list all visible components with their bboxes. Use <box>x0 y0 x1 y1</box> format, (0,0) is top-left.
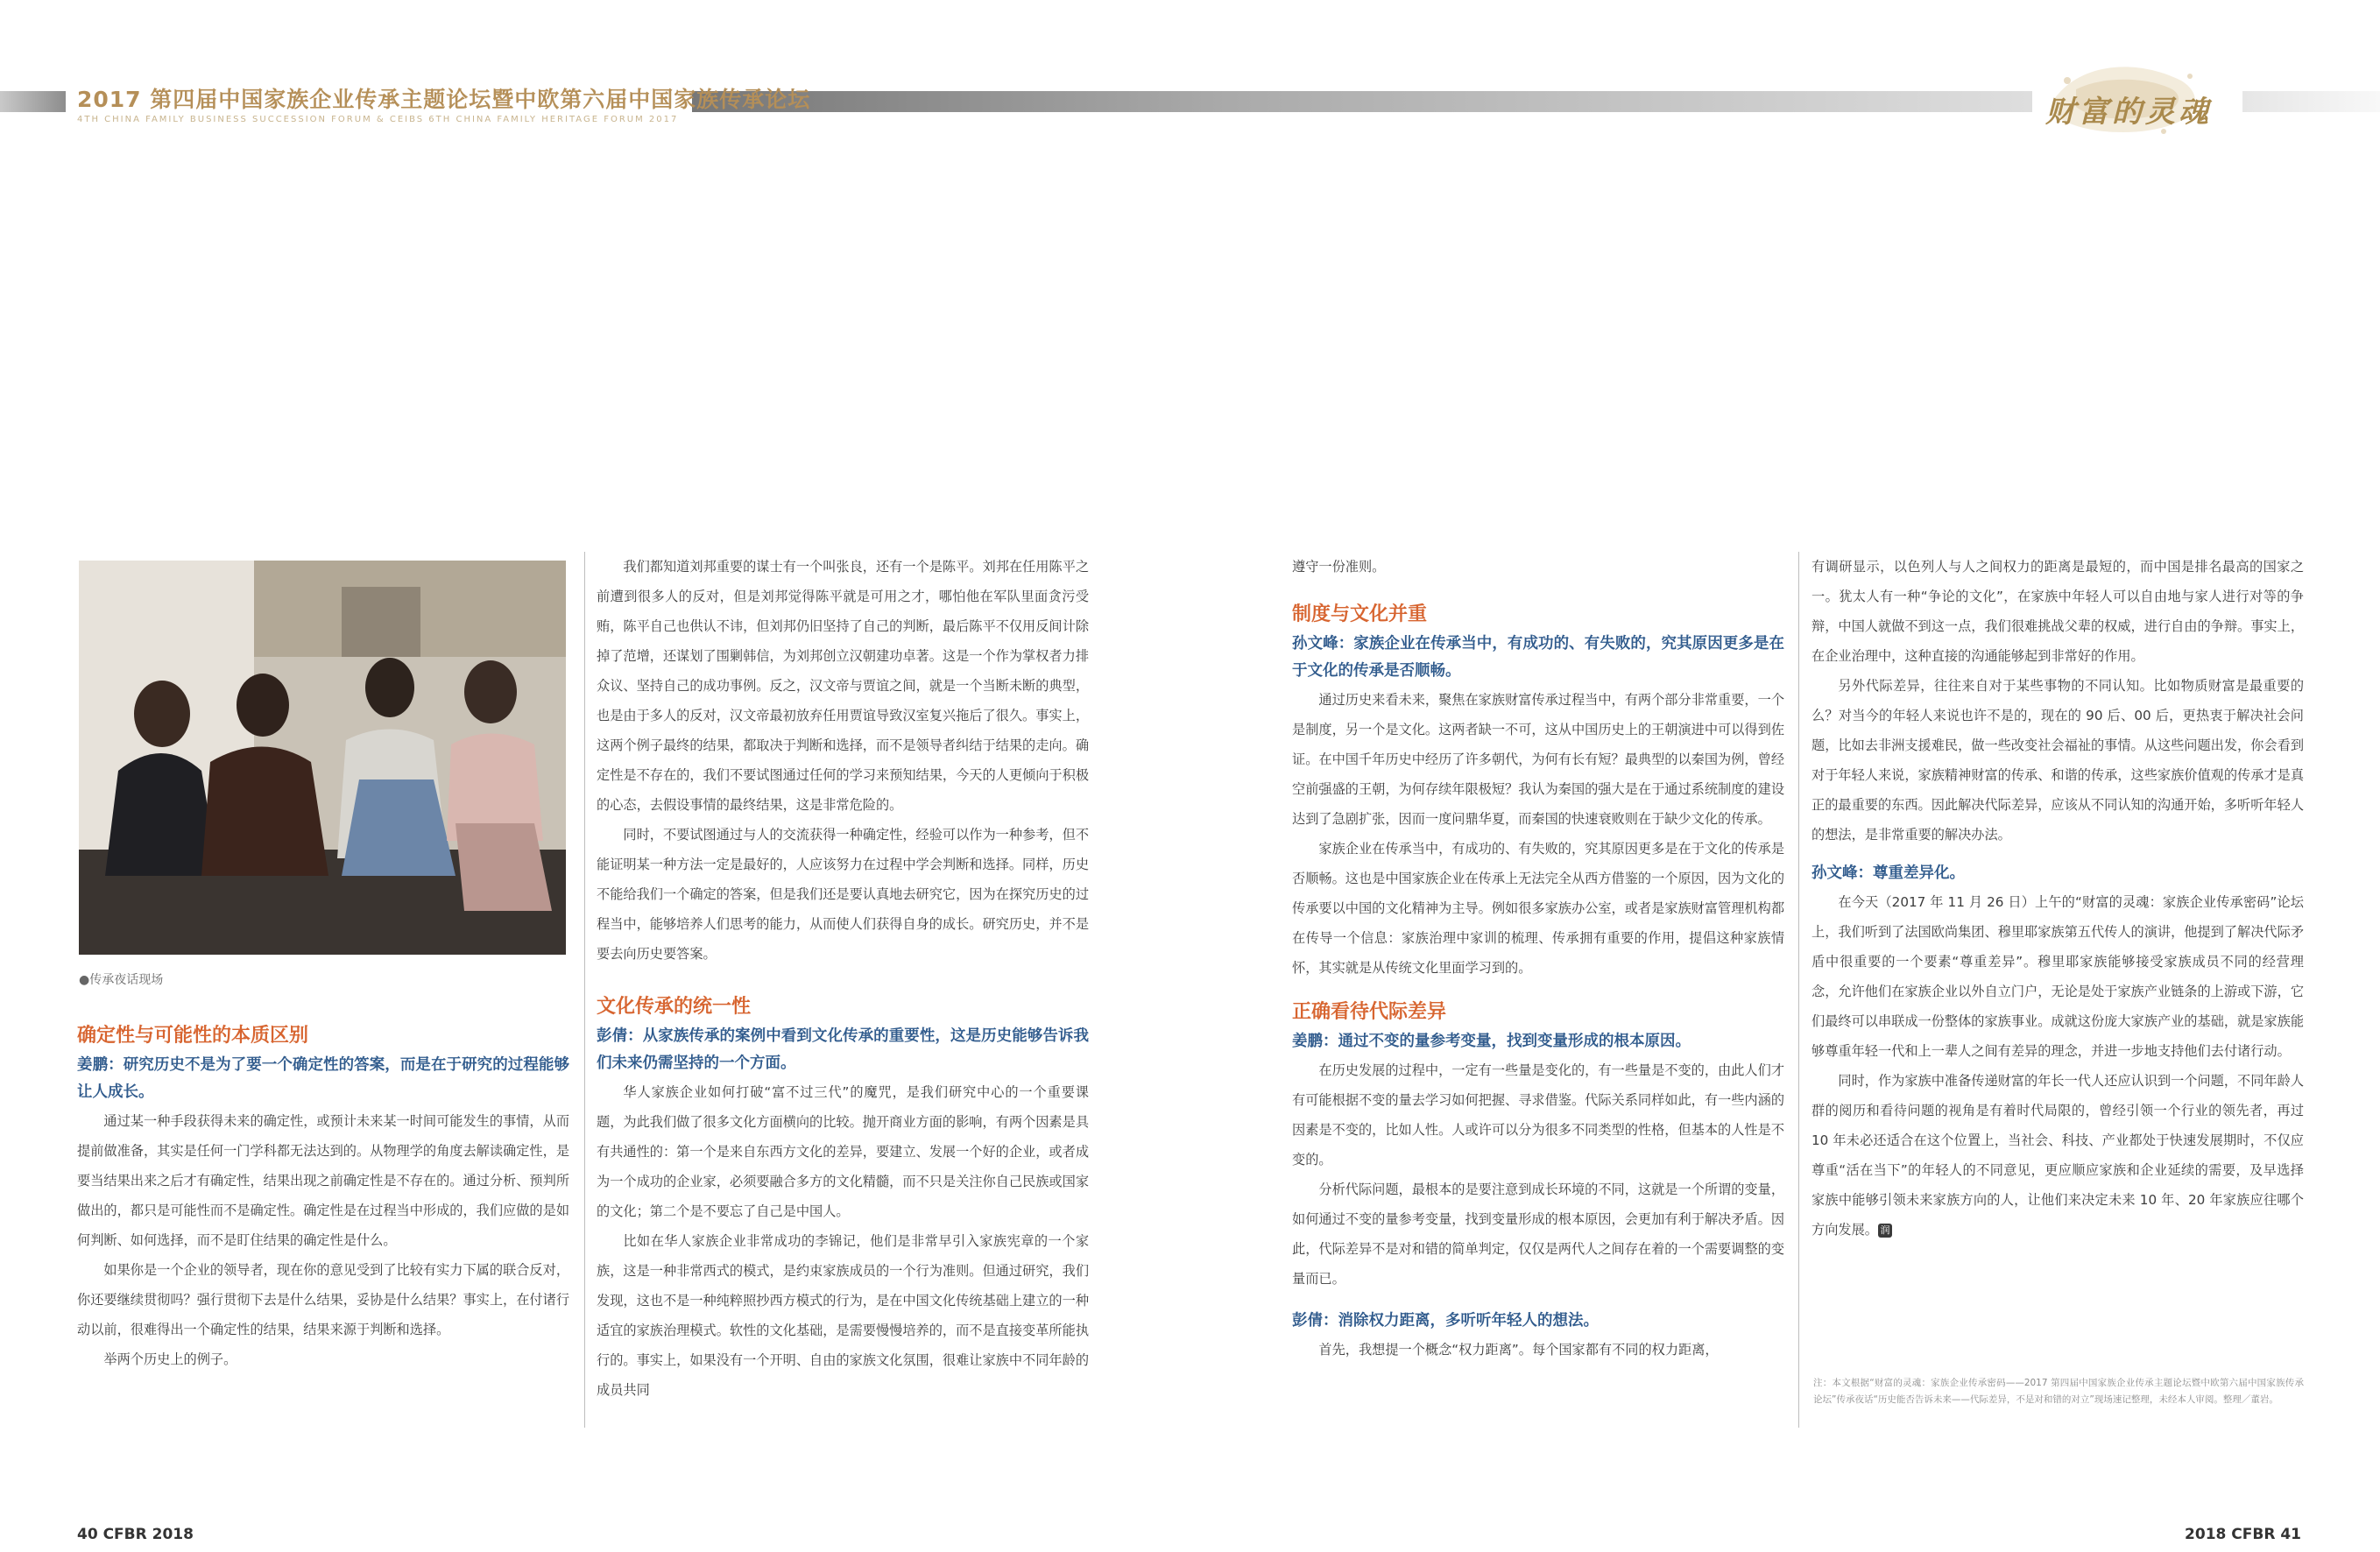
page-number-right: 2018 CFBR 41 <box>2185 1526 2301 1543</box>
forum-photo <box>79 561 566 955</box>
forum-title: 2017 第四届中国家族企业传承主题论坛暨中欧第六届中国家族传承论坛 <box>77 87 811 112</box>
paragraph: 举两个历史上的例子。 <box>103 1351 237 1367</box>
section-heading: 制度与文化并重 <box>1292 603 1428 625</box>
logo-text: 财富的灵魂 <box>2045 95 2212 130</box>
column-3 <box>1292 552 1784 1365</box>
paragraph: 我们都知道刘邦重要的谋士有一个叫张良，还有一个是陈平。刘邦在任用陈平之前遭到很多人的反对，但是刘邦觉得陈平就是可用之才，哪怕他在军队里面贪污受贿，陈平自己也供认不讳，但刘邦仍旧坚持了自己的判断，最后陈平不仅用反间计除掉了范增，还谋划了围剿韩信，为刘邦创立汉朝建功卓著。这是一个作为掌权者力排众议、坚持自己的成功事例。反之，汉文帝与贾谊之间，就是一个当断未断的典型，也是由于多人的反对，汉文帝最初放弃任用贾谊导致汉室复兴拖后了很久。事实上，这两个例子最终的结果，都取决于判断和选择，而不是领导者纠结于结果的走向。确定性是不存在的，我们不要试图通过任何的学习来预知结果，今天的人更倾向于积极的心态，去假设事情的最终结果，这是非常危险的。 <box>597 559 1089 813</box>
paragraph: 家族企业在传承当中，有成功的、有失败的，究其原因更多是在于文化的传承是否顺畅。这也是中国家族企业在传承上无法完全从西方借鉴的一个原因，因为文化的传承要以中国的文化精神为主导。例如很多家族办公室，或者是家族财富管理机构都在传导一个信息：家族治理中家训的梳理、传承拥有重要的作用，提倡这种家族情怀，其实就是从传统文化里面学习到的。 <box>1292 841 1784 976</box>
paragraph: 在今天（2017 年 11 月 26 日）上午的“财富的灵魂：家族企业传承密码”论坛上，我们听到了法国欧尚集团、穆里耶家族第五代传人的演讲，他提到了解决代际矛盾中很重要的一个要素“尊重差异”。穆里耶家族能够接受家族成员不同的经营理念，允许他们在家族企业以外自立门户，无论是处于家族产业链条的上游或下游，它们最终可以串联成一份整体的家族事业。成就这份庞大家族产业的基础，就是家族能够尊重年轻一代和上一辈人之间有差异的理念，并进一步地支持他们去付诸行动。 <box>1811 894 2304 1059</box>
section-lead: 彭倩：消除权力距离，多听听年轻人的想法。 <box>1292 1312 1599 1330</box>
paragraph: 比如在华人家族企业非常成功的李锦记，他们是非常早引入家族宪章的一个家族，这是一种非常西式的模式，是约束家族成员的一个行为准则。但通过研究，我们发现，这也不是一种纯粹照抄西方模式的行为，是在中国文化传统基础上建立的一种适宜的家族治理模式。软性的文化基础，是需要慢慢培养的，而不是直接变革所能执行的。事实上，如果没有一个开明、自由的家族文化氛围，很难让家族中不同年龄的成员共同 <box>597 1233 1089 1398</box>
paragraph: 通过历史来看未来，聚焦在家族财富传承过程当中，有两个部分非常重要，一个是制度，另一个是文化。这两者缺一不可，这从中国历史上的王朝演进中可以得到佐证。在中国千年历史中经历了许多朝代，为何有长有短？最典型的以秦国为例，曾经空前强盛的王朝，为何存续年限极短？我认为秦国的强大是在于通过系统制度的建设达到了急剧扩张，因而一度问鼎华夏，而秦国的快速衰败则在于缺少文化的传承。 <box>1292 692 1784 827</box>
paragraph: 通过某一种手段获得未来的确定性，或预计未来某一时间可能发生的事情，从而提前做准备，其实是任何一门学科都无法达到的。从物理学的角度去解读确定性，是要当结果出来之后才有确定性，结果出现之前确定性是不存在的。通过分析、预判所做出的，都只是可能性而不是确定性。确定性是在过程当中形成的，我们应做的是如何判断、如何选择，而不是盯住结果的确定性是什么。 <box>77 1113 569 1248</box>
header-bar-left <box>0 91 66 112</box>
end-mark-icon: 润 <box>1878 1224 1892 1238</box>
section-heading: 确定性与可能性的本质区别 <box>77 1025 309 1047</box>
section-lead: 孙文峰：尊重差异化。 <box>1811 864 1965 882</box>
paragraph: 同时，不要试图通过与人的交流获得一种确定性，经验可以作为一种参考，但不能证明某一种方法一定是最好的，人应该努力在过程中学会判断和选择。同样，历史不能给我们一个确定的答案，但是我们还是要认真地去研究它，因为在探究历史的过程当中，能够培养人们思考的能力，从而使人们获得自身的成长。研究历史，并不是要去向历史要答案。 <box>597 827 1089 962</box>
section-lead: 姜鹏：通过不变的量参考变量，找到变量形成的根本原因。 <box>1292 1033 1691 1050</box>
section-lead: 彭倩：从家族传承的案例中看到文化传承的重要性，这是历史能够告诉我们未来仍需坚持的一个方面。 <box>597 1027 1089 1072</box>
paragraph: 首先，我想提一个概念“权力距离”。每个国家都有不同的权力距离， <box>1318 1342 1719 1358</box>
paragraph: 分析代际问题，最根本的是要注意到成长环境的不同，这就是一个所谓的变量，如何通过不变的量参考变量，找到变量形成的根本原因，会更加有利于解决矛盾。因此，代际差异不是对和错的简单判定，仅仅是两代人之间存在着的一个需要调整的变量而已。 <box>1292 1182 1784 1287</box>
paragraph: 在历史发展的过程中，一定有一些量是变化的，有一些量是不变的，由此人们才有可能根据不变的量去学习如何把握、寻求借鉴。代际关系同样如此，有一些内涵的因素是不变的，比如人性。人或许可以分为很多不同类型的性格，但基本的人性是不变的。 <box>1292 1062 1784 1168</box>
paragraph-text: 同时，作为家族中准备传递财富的年长一代人还应认识到一个问题，不同年龄人群的阅历和看待问题的视角是有着时代局限的，曾经引领一个行业的领先者，再过 10 年未必还适合在这个位置上，当社会、科技、产业都处于快速发展期时，不仅应尊重“活在当下”的年轻人的不同意见，更应顺应家族和企业延续的需要，及早选择家族中能够引领未来家族方向的人，让他们来决定未来 10 年、20 年家族应往哪个方向发展。 <box>1811 1073 2304 1238</box>
paragraph: 有调研显示，以色列人与人之间权力的距离是最短的，而中国是排名最高的国家之一。犹太人有一种“争论的文化”，在家族中年轻人可以自由地与家人进行对等的争辩，中国人就做不到这一点，我们很难挑战父辈的权威，进行自由的争辩。事实上，在企业治理中，这种直接的沟通能够起到非常好的作用。 <box>1811 559 2304 664</box>
column-1 <box>77 1020 569 1374</box>
paragraph: 另外代际差异，往往来自对于某些事物的不同认知。比如物质财富是最重要的么？对当今的年轻人来说也许不是的，现在的 90 后、00 后，更热衷于解决社会问题，比如去非洲支援难民，做一些改变社会福祉的事情。从这些问题出发，你会看到对于年轻人来说，家族精神财富的传承、和谐的传承，这些家族价值观的传承才是真正的最重要的东西。因此解决代际差异，应该从不同认知的沟通开始，多听听年轻人的想法，是非常重要的解决办法。 <box>1811 678 2304 843</box>
source-note: 注：本文根据“财富的灵魂：家族企业传承密码——2017 第四届中国家族企业传承主题论坛暨中欧第六届中国家族传承论坛”传承夜话“历史能否告诉未来——代际差异，不是对和错的对立”现场速记整理，未经本人审阅。整理／董岩。 <box>1813 1378 2304 1405</box>
section-heading: 正确看待代际差异 <box>1292 1001 1447 1023</box>
paragraph: 遵守一份准则。 <box>1292 559 1386 575</box>
forum-subtitle: 4TH CHINA FAMILY BUSINESS SUCCESSION FORUM & CEIBS 6TH CHINA FAMILY HERITAGE FORUM 2017 <box>77 115 679 124</box>
section-lead: 姜鹏：研究历史不是为了要一个确定性的答案，而是在于研究的过程能够让人成长。 <box>77 1056 569 1101</box>
photo-caption: ●传承夜话现场 <box>79 973 164 987</box>
section-heading: 文化传承的统一性 <box>597 996 752 1018</box>
paragraph <box>1811 1066 2304 1245</box>
column-4 <box>1811 552 2304 1245</box>
paragraph: 华人家族企业如何打破“富不过三代”的魔咒，是我们研究中心的一个重要课题，为此我们做了很多文化方面横向的比较。抛开商业方面的影响，有两个因素是具有共通性的：第一个是来自东西方文化的差异，要建立、发展一个好的企业，或者成为一个成功的企业家，必须要融合多方的文化精髓，而不只是关注你自己民族或国家的文化；第二个是不要忘了自己是中国人。 <box>597 1084 1089 1219</box>
column-divider <box>584 552 585 1428</box>
header-bar-right <box>2242 91 2380 112</box>
column-divider <box>1798 552 1799 1428</box>
header-bar <box>692 91 2032 112</box>
page-number-left: 40 CFBR 2018 <box>77 1526 194 1543</box>
paragraph: 如果你是一个企业的领导者，现在你的意见受到了比较有实力下属的联合反对，你还要继续贯彻吗？强行贯彻下去是什么结果，妥协是什么结果？事实上，在付诸行动以前，很难得出一个确定性的结果，结果来源于判断和选择。 <box>77 1262 569 1337</box>
column-2 <box>597 552 1089 1405</box>
section-lead: 孙文峰：家族企业在传承当中，有成功的、有失败的，究其原因更多是在于文化的传承是否顺畅。 <box>1292 635 1784 680</box>
